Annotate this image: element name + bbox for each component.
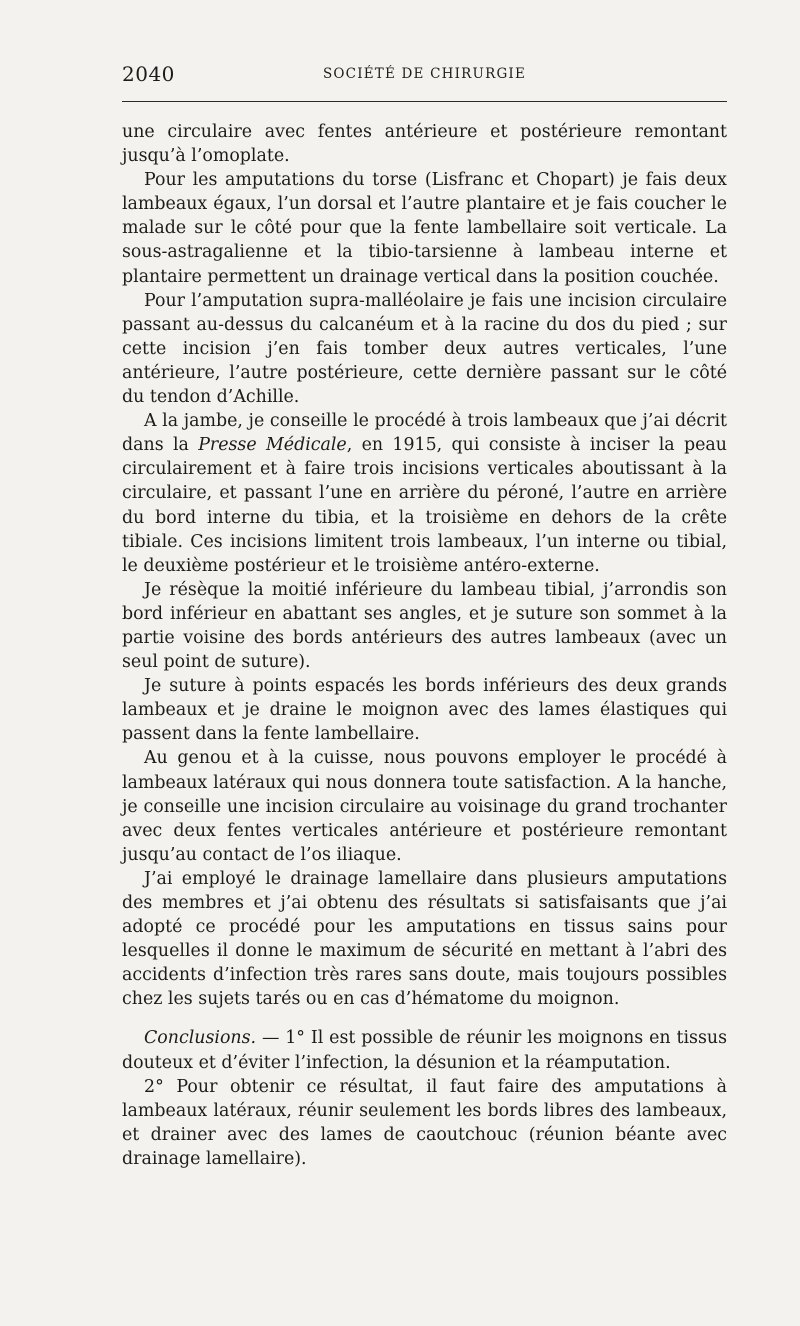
body-text [122,120,727,1171]
conclusions-label: Conclusions. [144,1028,257,1049]
paragraph-text: A la jambe, je conseille le procédé à trois lambeaux que j’ai décrit dans la [122,411,727,456]
header-rule [122,101,727,102]
conclusions-text: — 1° Il est possible de réunir les moignons en tissus douteux et d’éviter l’infection, la désunion et la réamputation. [122,1028,727,1073]
book-page [122,62,727,1302]
paragraph: J’ai employé le drainage lamellaire dans plusieurs amputations des membres et j’ai obtenu des résultats si satisfaisants que j’ai adopté ce procédé pour les amputations en tissus sains pour lesquelles il donne le maximum de sécurité en mettant à l’abri des accidents d’infection très rares sans doute, mais toujours possibles chez les sujets tarés ou en cas d’hématome du moignon. [122,868,727,1010]
page-number: 2040 [122,62,175,86]
running-title: SOCIÉTÉ DE CHIRURGIE [322,66,527,82]
paragraph: Au genou et à la cuisse, nous pouvons employer le procédé à lambeaux latéraux qui nous donnera toute satisfaction. A la hanche, je conseille une incision circulaire au voisinage du grand trochanter avec deux fentes verticales antérieure et postérieure remontant jusqu’au contact de l’os iliaque. [122,748,727,865]
paragraph [122,409,727,578]
conclusions-point-2: 2° Pour obtenir ce résultat, il faut faire des amputations à lambeaux latéraux, réunir seulement les bords libres des lambeaux, et drainer avec des lames de caoutchouc (réunion béante avec drainage lamellaire). [122,1076,727,1169]
paragraph: Pour les amputations du torse (Lisfranc et Chopart) je fais deux lambeaux égaux, l’un dorsal et l’autre plantaire et je fais coucher le malade sur le côté pour que la fente lambellaire soit verticale. La sous-astragalienne et la tibio-tarsienne à lambeau interne et plantaire permettent un drainage vertical dans la position couchée. [122,170,727,287]
journal-title: Presse Médicale [198,435,347,456]
paragraph: Pour l’amputation supra-malléolaire je fais une incision circulaire passant au-dessus du calcanéum et à la racine du dos du pied ; sur cette incision j’en fais tomber deux autres verticales, l’une antérieure, l’autre postérieure, cette dernière passant sur le côté du tendon d’Achille. [122,290,727,408]
paragraph: Je suture à points espacés les bords inférieurs des deux grands lambeaux et je draine le moignon avec des lames élastiques qui passent dans la fente lambellaire. [122,676,727,745]
paragraph: Je résèque la moitié inférieure du lambeau tibial, j’arrondis son bord inférieur en abattant ses angles, et je suture son sommet à la partie voisine des bords antérieurs des autres lambeaux (avec un seul point de suture). [122,579,727,673]
paragraph-text: , en 1915, qui consiste à inciser la peau circulairement et à faire trois incisions verticales aboutissant à la circulaire, et passant l’une en arrière du péroné, l’autre en arrière du bord interne du tibia, et la troisième en dehors de la crête tibiale. Ces incisions limitent trois lambeaux, l’un interne ou tibial, le deuxième postérieur et le troisième antéro-externe. [122,435,727,576]
page-header [122,62,727,92]
paragraph: une circulaire avec fentes antérieure et postérieure remontant jusqu’à l’omoplate. [122,122,727,167]
conclusions-paragraph [122,1026,727,1074]
